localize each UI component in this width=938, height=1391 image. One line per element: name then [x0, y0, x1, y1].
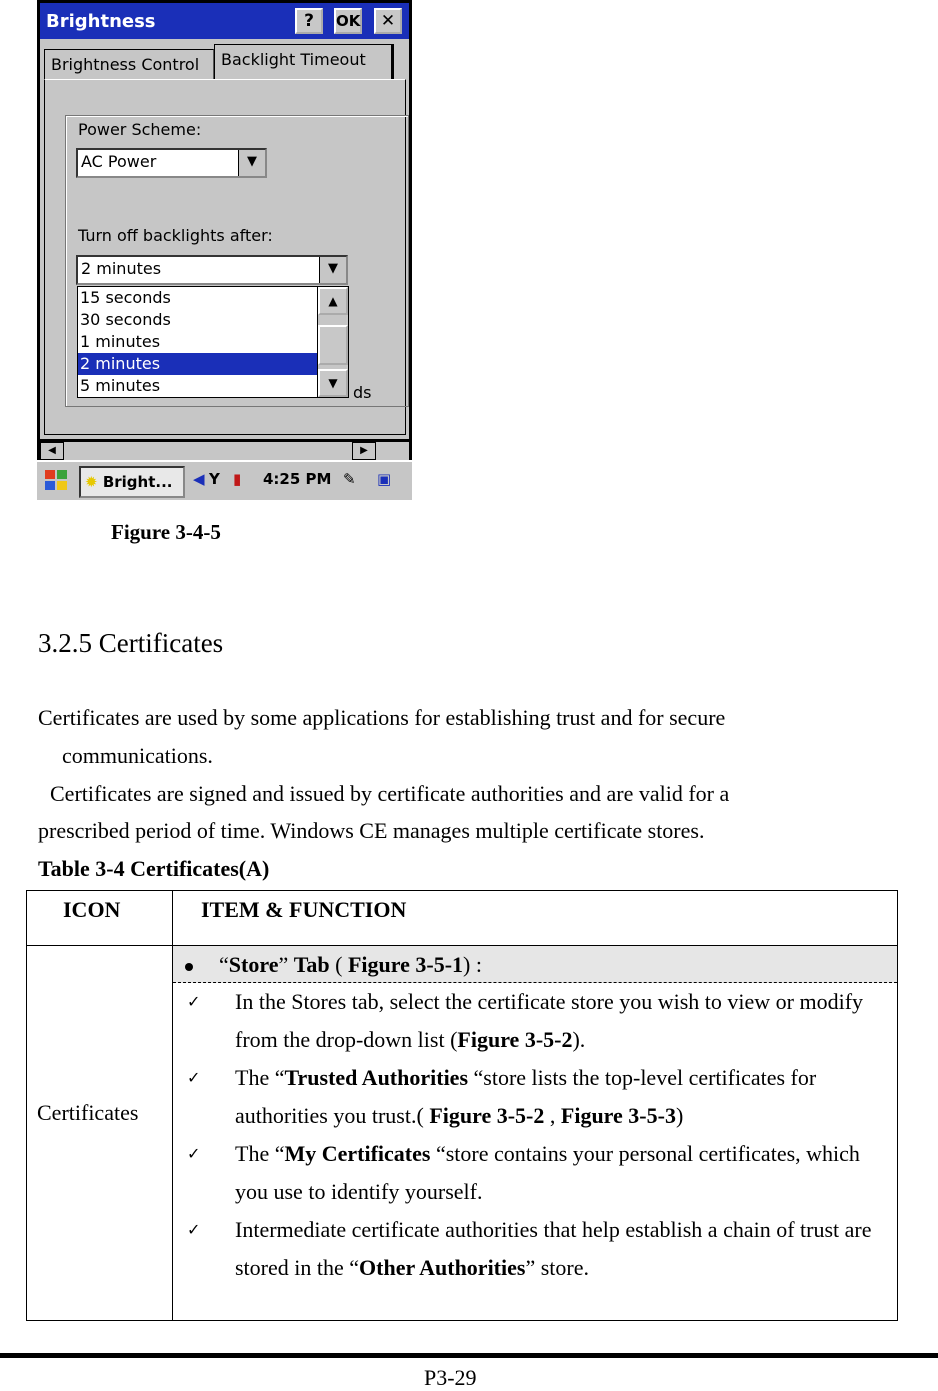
function-cell	[173, 946, 898, 1321]
tab-brightness-control[interactable]: Brightness Control	[44, 49, 214, 79]
figure-caption: Figure 3-4-5	[111, 520, 221, 544]
tab-backlight-timeout[interactable]: Backlight Timeout	[214, 44, 394, 80]
list-item[interactable]: 30 seconds	[80, 310, 171, 329]
taskbar	[37, 460, 412, 500]
title-bar	[40, 3, 409, 39]
paragraph-line: communications.	[62, 743, 213, 768]
power-scheme-value: AC Power	[81, 152, 157, 171]
partial-label: ds	[353, 383, 372, 402]
store-tab-row: “Store” Tab ( Figure 3-5-1) :	[173, 946, 897, 983]
scroll-left-icon[interactable]: ◀	[40, 442, 64, 460]
ok-button[interactable]: OK	[334, 8, 362, 34]
scroll-thumb[interactable]	[318, 325, 348, 365]
desktop-icon[interactable]: ▣	[377, 470, 392, 488]
sun-icon: ✹	[85, 473, 98, 491]
list-item: ✓ The “My Certificates “store contains your personal certificates, which you use to identify yourself.	[173, 1135, 887, 1211]
dialog-body	[40, 39, 409, 439]
list-item: ✓ The “Trusted Authorities “store lists the top-level certificates for authorities you trust.( Figure 3-5-2 , Figure 3-5-3)	[173, 1059, 887, 1135]
list-item-selected[interactable]: 2 minutes	[78, 353, 348, 375]
scroll-right-icon[interactable]: ▶	[352, 442, 376, 460]
icon-cell: Certificates	[27, 946, 173, 1321]
window-title: Brightness	[46, 11, 156, 32]
bullet-icon	[185, 963, 193, 971]
power-scheme-select[interactable]	[76, 148, 267, 178]
certificates-table	[26, 890, 898, 1321]
help-button[interactable]: ?	[295, 8, 323, 34]
list-item[interactable]: 1 minutes	[80, 332, 161, 351]
horizontal-scrollbar[interactable]	[40, 441, 409, 460]
scroll-down-icon[interactable]: ▼	[318, 369, 348, 397]
paragraph-line: prescribed period of time. Windows CE manages multiple certificate stores.	[38, 818, 705, 843]
scroll-up-icon[interactable]: ▲	[318, 287, 348, 315]
turn-off-value: 2 minutes	[81, 259, 162, 278]
footer-divider	[0, 1353, 938, 1358]
checkmark-icon: ✓	[187, 1144, 201, 1163]
list-item: ✓ In the Stores tab, select the certificate store you wish to view or modify from the drop-down list (Figure 3-5-2).	[173, 983, 887, 1059]
chevron-down-icon[interactable]: ▼	[238, 150, 265, 176]
page-number: P3-29	[424, 1365, 477, 1390]
taskbar-app-button[interactable]	[79, 466, 185, 498]
list-scrollbar[interactable]	[317, 287, 348, 397]
checkmark-icon: ✓	[187, 992, 201, 1011]
brightness-screenshot	[37, 0, 412, 500]
windows-start-icon[interactable]	[41, 468, 71, 496]
section-heading: 3.2.5 Certificates	[38, 628, 224, 658]
table-title: Table 3-4 Certificates(A)	[38, 856, 270, 881]
timeout-dropdown-list[interactable]	[77, 286, 349, 398]
list-item: ✓ Intermediate certificate authorities that help establish a chain of trust are stored in the “Other Authorities” store.	[173, 1211, 887, 1287]
turn-off-select[interactable]	[76, 255, 348, 285]
chevron-down-icon[interactable]: ▼	[319, 257, 346, 283]
function-list	[173, 983, 897, 1287]
checkmark-icon: ✓	[187, 1220, 201, 1239]
antenna-icon: Y	[209, 470, 220, 488]
paragraph-line: Certificates are used by some applications for establishing trust and for secure	[38, 705, 726, 730]
taskbar-app-label: Bright...	[102, 473, 173, 491]
clock-time[interactable]: 4:25 PM	[263, 470, 332, 488]
turn-off-label: Turn off backlights after:	[78, 226, 273, 245]
battery-icon: ▮	[233, 470, 242, 488]
power-scheme-label: Power Scheme:	[78, 120, 202, 139]
close-button[interactable]: ✕	[374, 8, 402, 34]
tray-arrow-icon[interactable]: ◀	[193, 470, 205, 488]
input-panel-icon[interactable]: ✎	[343, 470, 356, 488]
col-header-item: ITEM & FUNCTION	[173, 891, 898, 946]
list-item[interactable]: 5 minutes	[80, 376, 161, 395]
paragraph-line: Certificates are signed and issued by certificate authorities and are valid for a	[50, 781, 730, 806]
list-item[interactable]: 15 seconds	[80, 288, 171, 307]
checkmark-icon: ✓	[187, 1068, 201, 1087]
col-header-icon: ICON	[27, 891, 173, 946]
